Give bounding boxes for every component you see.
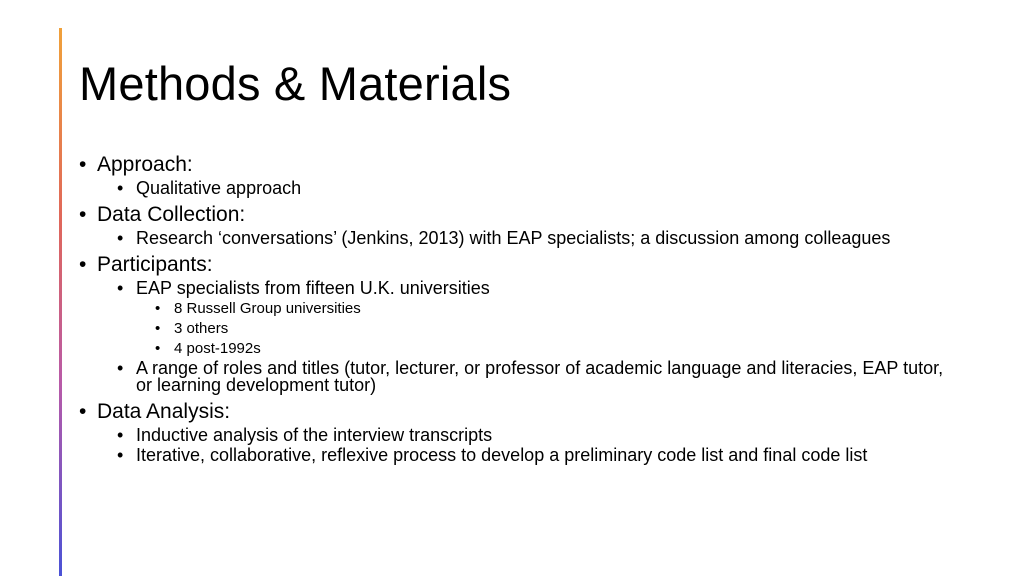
sub-bullet-text: Qualitative approach [136,178,302,198]
slide-title: Methods & Materials [79,57,512,110]
bullet-icon: • [155,300,161,317]
bullet-data-collection [79,203,959,227]
sub-bullet [79,180,959,197]
bullet-icon: • [79,400,87,423]
sub-bullet [79,447,959,464]
bullet-icon: • [117,425,124,445]
sub-sub-bullet-text: 3 others [174,320,229,337]
bullet-icon: • [117,358,124,378]
bullet-text: Participants: [97,253,213,276]
sub-bullet-text: A range of roles and titles (tutor, lecturer, or professor of academic language and literacies, EAP tutor, or learning development tutor) [136,358,944,395]
bullet-data-analysis [79,400,959,424]
bullet-participants [79,253,959,277]
sub-bullet-text: EAP specialists from fifteen U.K. universities [136,278,490,298]
sub-sub-bullet-text: 4 post-1992s [174,340,261,357]
bullet-text: Approach: [97,153,193,176]
sub-bullet [79,280,959,297]
sub-sub-bullet [79,320,959,337]
bullet-text: Data Analysis: [97,400,231,423]
bullet-icon: • [79,153,87,176]
sub-sub-bullet-text: 8 Russell Group universities [174,300,361,317]
slide-content [79,151,959,464]
sub-bullet-text: Research ‘conversations’ (Jenkins, 2013) with EAP specialists; a discussion among colleagues [136,228,891,248]
sub-bullet [79,230,959,247]
sub-bullet [79,427,959,444]
sub-sub-bullet [79,340,959,357]
bullet-icon: • [117,278,124,298]
accent-bar [59,28,62,576]
bullet-icon: • [117,228,124,248]
bullet-icon: • [79,253,87,276]
sub-bullet-text: Iterative, collaborative, reflexive process to develop a preliminary code list and final code list [136,445,868,465]
sub-bullet [79,360,959,394]
bullet-text: Data Collection: [97,203,246,226]
bullet-icon: • [155,340,161,357]
bullet-icon: • [117,445,124,465]
bullet-icon: • [117,178,124,198]
sub-sub-bullet [79,300,959,317]
bullet-icon: • [155,320,161,337]
bullet-icon: • [79,203,87,226]
bullet-approach [79,153,959,177]
sub-bullet-text: Inductive analysis of the interview transcripts [136,425,493,445]
